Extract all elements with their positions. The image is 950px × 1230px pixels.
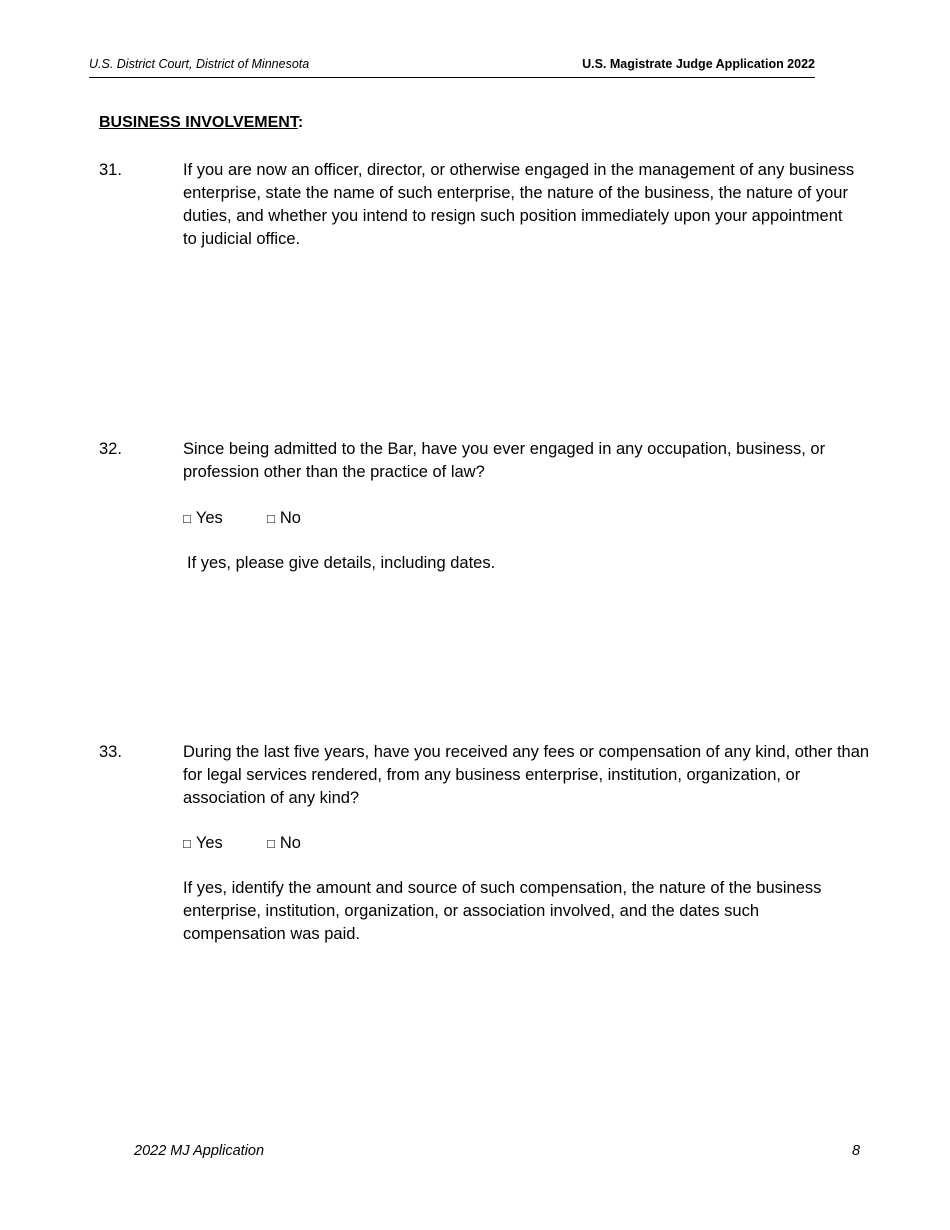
question-32-options xyxy=(183,507,301,530)
section-title-colon: : xyxy=(297,114,304,131)
checkbox-icon[interactable]: □ xyxy=(267,511,275,526)
question-32-followup: If yes, please give details, including dates. xyxy=(187,554,496,572)
question-32-no-option[interactable] xyxy=(267,507,301,530)
checkbox-icon[interactable]: □ xyxy=(267,836,275,851)
header-court-name: U.S. District Court, District of Minnesota xyxy=(89,57,310,71)
question-33-options xyxy=(183,832,301,855)
section-title xyxy=(99,114,303,132)
question-31-number: 31. xyxy=(99,161,122,179)
question-33-text: During the last five years, have you received any fees or compensation of any kind, other than for legal services rendered, from any business enterprise, institution, organization, or association of any kind? xyxy=(183,743,870,807)
header-application-title: U.S. Magistrate Judge Application 2022 xyxy=(582,57,815,71)
question-33-number: 33. xyxy=(99,743,122,761)
question-32-number: 32. xyxy=(99,440,122,458)
question-33-no-label: No xyxy=(279,834,301,852)
header-divider xyxy=(89,77,815,78)
question-33-followup: If yes, identify the amount and source of such compensation, the nature of the business enterprise, institution, organization, or association involved, and the dates such compensation was paid. xyxy=(183,879,822,943)
checkbox-icon[interactable]: □ xyxy=(183,511,191,526)
section-title-text: BUSINESS INVOLVEMENT xyxy=(99,114,298,131)
question-33-no-option[interactable] xyxy=(267,832,301,855)
question-33-yes-option[interactable] xyxy=(183,832,267,855)
question-32-no-label: No xyxy=(279,509,301,527)
footer-page-number: 8 xyxy=(852,1143,861,1159)
question-31-text: If you are now an officer, director, or otherwise engaged in the management of any business enterprise, state the name of such enterprise, the nature of the business, the nature of your duties, and whether you intend to resign such position immediately upon your appointment to judicial office. xyxy=(183,161,855,248)
question-33-yes-label: Yes xyxy=(195,834,223,852)
question-32-yes-label: Yes xyxy=(195,509,223,527)
footer-document-name: 2022 MJ Application xyxy=(134,1143,265,1159)
question-32-yes-option[interactable] xyxy=(183,507,267,530)
checkbox-icon[interactable]: □ xyxy=(183,836,191,851)
question-32-text: Since being admitted to the Bar, have you ever engaged in any occupation, business, or profession other than the practice of law? xyxy=(183,440,826,481)
